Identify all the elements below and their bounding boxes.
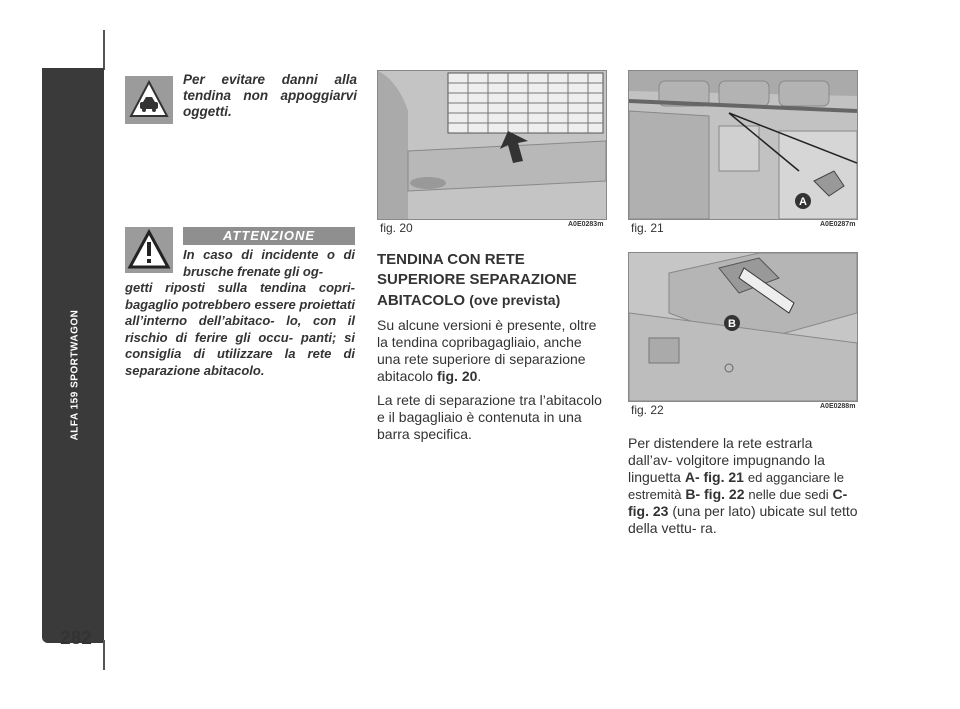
figure-22-label: fig. 22 xyxy=(631,403,664,417)
section-body xyxy=(377,317,605,450)
instruction-paragraph xyxy=(628,435,858,537)
paragraph-1-ref: fig. 20 xyxy=(436,368,478,384)
paragraph-2: La rete di separazione tra l’abitacolo e il bagagliaio è contenuta in una barra specifica. xyxy=(377,392,602,442)
attention-text xyxy=(125,247,355,379)
instruction-ref-1: A- fig. 21 xyxy=(684,469,744,485)
instruction-text-2: ed agganciare le estremità xyxy=(628,470,844,502)
marker-a: A xyxy=(799,196,807,208)
attention-text-indent: In caso di incidente o di brusche frenate gli og- xyxy=(183,247,355,279)
page-number: 282 xyxy=(60,628,92,649)
figure-20-label: fig. 20 xyxy=(380,221,413,235)
car-damage-icon xyxy=(125,76,173,124)
figure-21-label: fig. 21 xyxy=(631,221,664,235)
figure-21-code: A0E0287m xyxy=(820,221,856,228)
section-title-suffix: (ove prevista) xyxy=(469,292,561,308)
section-title xyxy=(377,250,612,311)
margin-line-top xyxy=(103,30,105,70)
instruction-text-3: nelle due sedi xyxy=(748,487,829,502)
figure-22-image xyxy=(628,252,858,402)
section-title-main: TENDINA CON RETE SUPERIORE SEPARAZIONE ABITACOLO xyxy=(377,251,577,309)
figure-21-image xyxy=(628,70,858,220)
warning-note-text: Per evitare danni alla tendina non appoggiarvi oggetti. xyxy=(183,72,357,119)
figure-20-image xyxy=(377,70,607,220)
instruction-text-1: Per distendere la rete estrarla dall’av- volgitore impugnando la linguetta xyxy=(628,435,825,485)
attention-title: ATTENZIONE xyxy=(183,227,355,245)
marker-b: B xyxy=(728,318,736,330)
instruction-ref-3: C-fig. 23 xyxy=(628,486,848,519)
side-title xyxy=(60,260,90,490)
figure-20-code: A0E0283m xyxy=(568,221,604,228)
attention-text-rest: getti riposti sulla tendina copri- bagaglio potrebbero essere proiettati all’interno dell’abitaco- lo, con il rischio di ferire gli occu- panti; si consiglia di utilizzare la rete di separazione abitacolo. xyxy=(125,280,355,378)
instruction-ref-2: B- fig. 22 xyxy=(685,486,745,502)
attention-box xyxy=(125,225,355,383)
paragraph-1-text: Su alcune versioni è presente, oltre la tendina copribagagliaio, anche una rete superiore di separazione abitacolo xyxy=(377,317,597,384)
side-title-text: ALFA 159 SPORTWAGON xyxy=(69,309,81,441)
figure-22-code: A0E0288m xyxy=(820,403,856,410)
instruction-text-4: (una per lato) ubicate sul tetto della vettu- ra. xyxy=(628,503,858,536)
paragraph-1: Su alcune versioni è presente, oltre la tendina copribagagliaio, anche una rete superiore di separazione abitacolo fig. 20. xyxy=(377,317,597,384)
